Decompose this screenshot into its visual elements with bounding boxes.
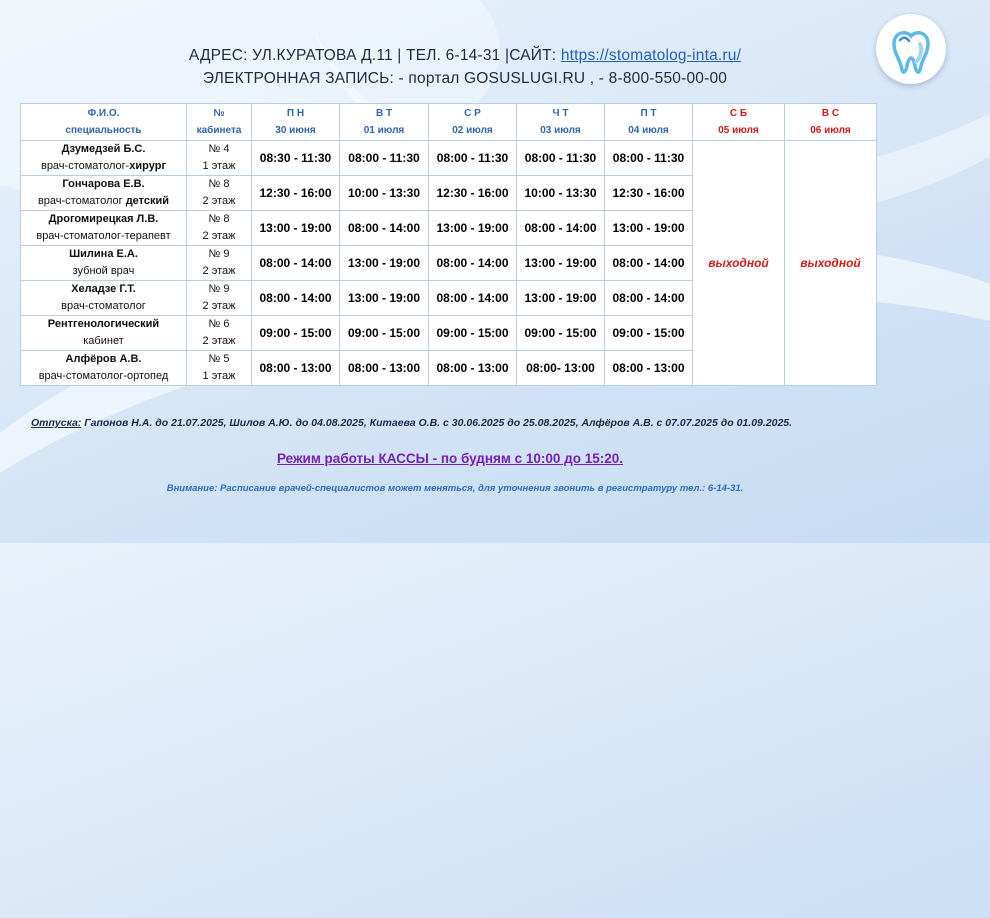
time-cell: 08:00 - 11:30 bbox=[517, 141, 605, 176]
header-day-cell bbox=[605, 104, 693, 141]
day-name: В Т bbox=[375, 108, 393, 119]
day-name: П Т bbox=[640, 108, 657, 119]
cabinet-cell bbox=[187, 141, 252, 176]
address-text: АДРЕС: УЛ.КУРАТОВА Д.11 | ТЕЛ. 6-14-31 |САЙТ: bbox=[188, 47, 561, 64]
cabinet-floor: 1 этаж bbox=[202, 370, 236, 382]
header-day-cell bbox=[693, 104, 785, 141]
doctor-name: Шилина Е.А. bbox=[69, 248, 138, 260]
time-cell: 08:00 - 14:00 bbox=[429, 246, 517, 281]
time-cell: 09:00 - 15:00 bbox=[429, 316, 517, 351]
time-cell: 13:00 - 19:00 bbox=[340, 281, 429, 316]
cabinet-floor: 2 этаж bbox=[202, 230, 236, 242]
time-cell: 09:00 - 15:00 bbox=[340, 316, 429, 351]
cabinet-number: № 6 bbox=[208, 318, 230, 330]
cashier-hours: Режим работы КАССЫ - по будням с 10:00 до 15:20. bbox=[276, 451, 624, 466]
time-cell: 08:00 - 14:00 bbox=[605, 246, 693, 281]
doctor-cell bbox=[21, 351, 187, 386]
schedule-table bbox=[20, 103, 877, 386]
cabinet-number: № 9 bbox=[208, 283, 230, 295]
cabinet-cell bbox=[187, 176, 252, 211]
cabinet-floor: 2 этаж bbox=[202, 195, 236, 207]
header-name-cell bbox=[21, 104, 187, 141]
site-link[interactable]: https://stomatolog-inta.ru/ bbox=[560, 47, 742, 64]
doctor-specialty: кабинет bbox=[83, 335, 124, 347]
time-cell: 12:30 - 16:00 bbox=[429, 176, 517, 211]
day-name: Ч Т bbox=[552, 108, 569, 119]
day-date: 01 июля bbox=[363, 125, 405, 136]
time-cell: 09:00 - 15:00 bbox=[252, 316, 340, 351]
time-cell: 12:30 - 16:00 bbox=[605, 176, 693, 211]
header-number-label: № bbox=[213, 108, 225, 119]
day-date: 04 июля bbox=[628, 125, 669, 136]
doctor-cell bbox=[21, 176, 187, 211]
header-day-cell bbox=[785, 104, 877, 141]
doctor-name: Гончарова Е.В. bbox=[62, 178, 145, 190]
time-cell: 08:00 - 13:00 bbox=[252, 351, 340, 386]
day-off-cell: выходной bbox=[785, 141, 877, 386]
day-date: 03 июля bbox=[540, 125, 581, 136]
doctor-cell bbox=[21, 211, 187, 246]
doctor-specialty: врач-стоматолог-ортопед bbox=[38, 370, 169, 382]
time-cell: 08:00- 13:00 bbox=[517, 351, 605, 386]
day-name: С Р bbox=[464, 108, 481, 119]
day-off-cell: выходной bbox=[693, 141, 785, 386]
doctor-cell bbox=[21, 281, 187, 316]
tooth-icon bbox=[876, 14, 946, 84]
time-cell: 09:00 - 15:00 bbox=[605, 316, 693, 351]
doctor-name: Алфёров А.В. bbox=[65, 353, 142, 365]
cabinet-floor: 2 этаж bbox=[202, 335, 236, 347]
header-day-cell bbox=[340, 104, 429, 141]
cabinet-floor: 2 этаж bbox=[202, 265, 236, 277]
header-name-label: Ф.И.О. bbox=[87, 108, 120, 119]
cabinet-number: № 8 bbox=[208, 213, 230, 225]
vacations-note bbox=[31, 417, 792, 429]
time-cell: 10:00 - 13:30 bbox=[340, 176, 429, 211]
cabinet-cell bbox=[187, 316, 252, 351]
cabinet-cell bbox=[187, 351, 252, 386]
time-cell: 08:00 - 13:00 bbox=[605, 351, 693, 386]
time-cell: 08:00 - 14:00 bbox=[605, 281, 693, 316]
time-cell: 13:00 - 19:00 bbox=[252, 211, 340, 246]
day-date: 06 июля bbox=[810, 125, 851, 136]
time-cell: 13:00 - 19:00 bbox=[429, 211, 517, 246]
doctor-cell bbox=[21, 246, 187, 281]
time-cell: 08:00 - 14:00 bbox=[252, 246, 340, 281]
day-date: 05 июля bbox=[718, 125, 759, 136]
day-name: В С bbox=[821, 108, 840, 119]
doctor-cell bbox=[21, 316, 187, 351]
time-cell: 08:00 - 14:00 bbox=[517, 211, 605, 246]
table-row bbox=[21, 141, 877, 176]
vacations-label: Отпуска: bbox=[31, 417, 82, 429]
time-cell: 08:00 - 14:00 bbox=[429, 281, 517, 316]
day-date: 02 июля bbox=[452, 125, 493, 136]
header-cabinet-cell bbox=[187, 104, 252, 141]
doctor-specialty-bold: детский bbox=[125, 195, 170, 207]
time-cell: 13:00 - 19:00 bbox=[517, 246, 605, 281]
clinic-logo bbox=[876, 14, 946, 84]
time-cell: 08:00 - 11:30 bbox=[429, 141, 517, 176]
doctor-cell bbox=[21, 141, 187, 176]
doctor-specialty: врач-стоматолог-терапевт bbox=[36, 230, 171, 242]
header-day-cell bbox=[429, 104, 517, 141]
doctor-name: Рентгенологический bbox=[47, 318, 160, 330]
cabinet-floor: 2 этаж bbox=[202, 300, 236, 312]
time-cell: 08:00 - 13:00 bbox=[340, 351, 429, 386]
e-registration-line: ЭЛЕКТРОННАЯ ЗАПИСЬ: - портал GOSUSLUGI.RU , - 8-800-550-00-00 bbox=[202, 70, 728, 87]
attention-note: Внимание: Расписание врачей-специалистов может меняться, для уточнения звонить в регистратуру тел.: 6-14-31. bbox=[166, 483, 744, 494]
address-line bbox=[0, 47, 930, 65]
day-date: 30 июня bbox=[275, 125, 316, 136]
header-day-cell bbox=[252, 104, 340, 141]
doctor-specialty: врач-стоматолог- bbox=[40, 160, 130, 172]
day-name: П Н bbox=[286, 108, 305, 119]
cabinet-number: № 9 bbox=[208, 248, 230, 260]
time-cell: 10:00 - 13:30 bbox=[517, 176, 605, 211]
time-cell: 09:00 - 15:00 bbox=[517, 316, 605, 351]
day-name: С Б bbox=[729, 108, 748, 119]
time-cell: 13:00 - 19:00 bbox=[340, 246, 429, 281]
time-cell: 13:00 - 19:00 bbox=[605, 211, 693, 246]
header-row bbox=[21, 104, 877, 141]
doctor-specialty: зубной врач bbox=[72, 265, 135, 277]
doctor-specialty: врач-стоматолог bbox=[37, 195, 126, 207]
cabinet-number: № 4 bbox=[208, 143, 230, 155]
time-cell: 08:00 - 13:00 bbox=[429, 351, 517, 386]
cabinet-cell bbox=[187, 211, 252, 246]
cabinet-cell bbox=[187, 281, 252, 316]
time-cell: 08:30 - 11:30 bbox=[252, 141, 340, 176]
time-cell: 08:00 - 11:30 bbox=[340, 141, 429, 176]
vacations-text: Гапонов Н.А. до 21.07.2025, Шилов А.Ю. до 04.08.2025, Китаева О.В. с 30.06.2025 до 25.08.2025, Алфёров А.В. с 07.07.2025 до 01.09.2025. bbox=[81, 417, 793, 429]
doctor-name: Дрогомирецкая Л.В. bbox=[48, 213, 159, 225]
header-cabinet-label: кабинета bbox=[196, 125, 242, 136]
time-cell: 08:00 - 11:30 bbox=[605, 141, 693, 176]
time-cell: 08:00 - 14:00 bbox=[252, 281, 340, 316]
cabinet-cell bbox=[187, 246, 252, 281]
doctor-name: Дзумедзей Б.С. bbox=[61, 143, 146, 155]
cabinet-number: № 8 bbox=[208, 178, 230, 190]
header-specialty-label: специальность bbox=[65, 125, 142, 136]
time-cell: 13:00 - 19:00 bbox=[517, 281, 605, 316]
doctor-specialty: врач-стоматолог bbox=[61, 300, 146, 312]
time-cell: 12:30 - 16:00 bbox=[252, 176, 340, 211]
doctor-name: Хеладзе Г.Т. bbox=[71, 283, 136, 295]
cabinet-number: № 5 bbox=[208, 353, 230, 365]
cabinet-floor: 1 этаж bbox=[202, 160, 236, 172]
header-day-cell bbox=[517, 104, 605, 141]
time-cell: 08:00 - 14:00 bbox=[340, 211, 429, 246]
doctor-specialty-bold: хирург bbox=[129, 160, 167, 172]
